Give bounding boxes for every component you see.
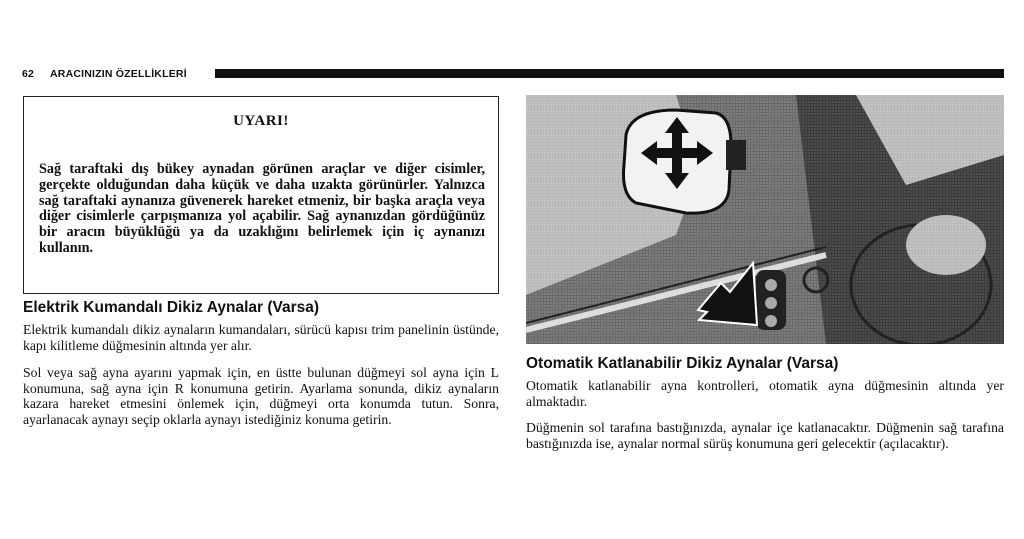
- warning-box: [23, 96, 499, 294]
- section-title: ARACINIZIN ÖZELLİKLERİ: [50, 68, 187, 80]
- page-header: [22, 66, 1004, 82]
- electric-mirrors-paragraph-1: Elektrik kumandalı dikiz aynaların kumandaları, sürücü kapısı trim panelinin üstünde, kapı kilitleme düğmesinin altında yer alır.: [23, 322, 499, 353]
- header-rule: [215, 69, 1004, 78]
- folding-mirrors-paragraph-1: Otomatik katlanabilir ayna kontrolleri, otomatik ayna düğmesinin altında yer almaktadır.: [526, 378, 1004, 409]
- warning-title: UYARI!: [233, 113, 289, 129]
- door-panel-photo: [526, 95, 1004, 344]
- folding-mirrors-heading: Otomatik Katlanabilir Dikiz Aynalar (Varsa): [526, 355, 839, 372]
- page-number: 62: [22, 68, 35, 80]
- warning-text: Sağ taraftaki dış bükey aynadan görünen araçlar ve diğer cisimler, gerçekte olduğundan daha küçük ve daha uzakta görünürler. Yalnızca sağ taraftaki aynanıza güvenerek hareket etmeniz, bir başka araçla veya diğer cisimlerle çarpışmanıza yol açabilir. Sağ aynanızdan gördüğünüz bir aracın büyüklüğü ya da uzaklığını belirlemek için iç aynanızı kullanın.: [39, 161, 485, 256]
- electric-mirrors-heading: Elektrik Kumandalı Dikiz Aynalar (Varsa): [23, 299, 320, 316]
- folding-mirrors-paragraph-2: Düğmenin sol tarafına bastığınızda, aynalar içe katlanacaktır. Düğmenin sağ tarafına bastığınızda ise, aynalar normal sürüş konumuna geri gelecektir (açılacaktır).: [526, 420, 1004, 451]
- electric-mirrors-paragraph-2: Sol veya sağ ayna ayarını yapmak için, en üstte bulunan düğmeyi sol ayna için L konumuna, sağ ayna için R konumuna getirin. Ayarlama sonunda, dikiz aynaların kazara hareket etmesini önlemek için, düğmeyi orta konumda tutun. Sonra, ayarlanacak aynayı seçip oklarla aynayı istediğiniz konuma getirin.: [23, 365, 499, 427]
